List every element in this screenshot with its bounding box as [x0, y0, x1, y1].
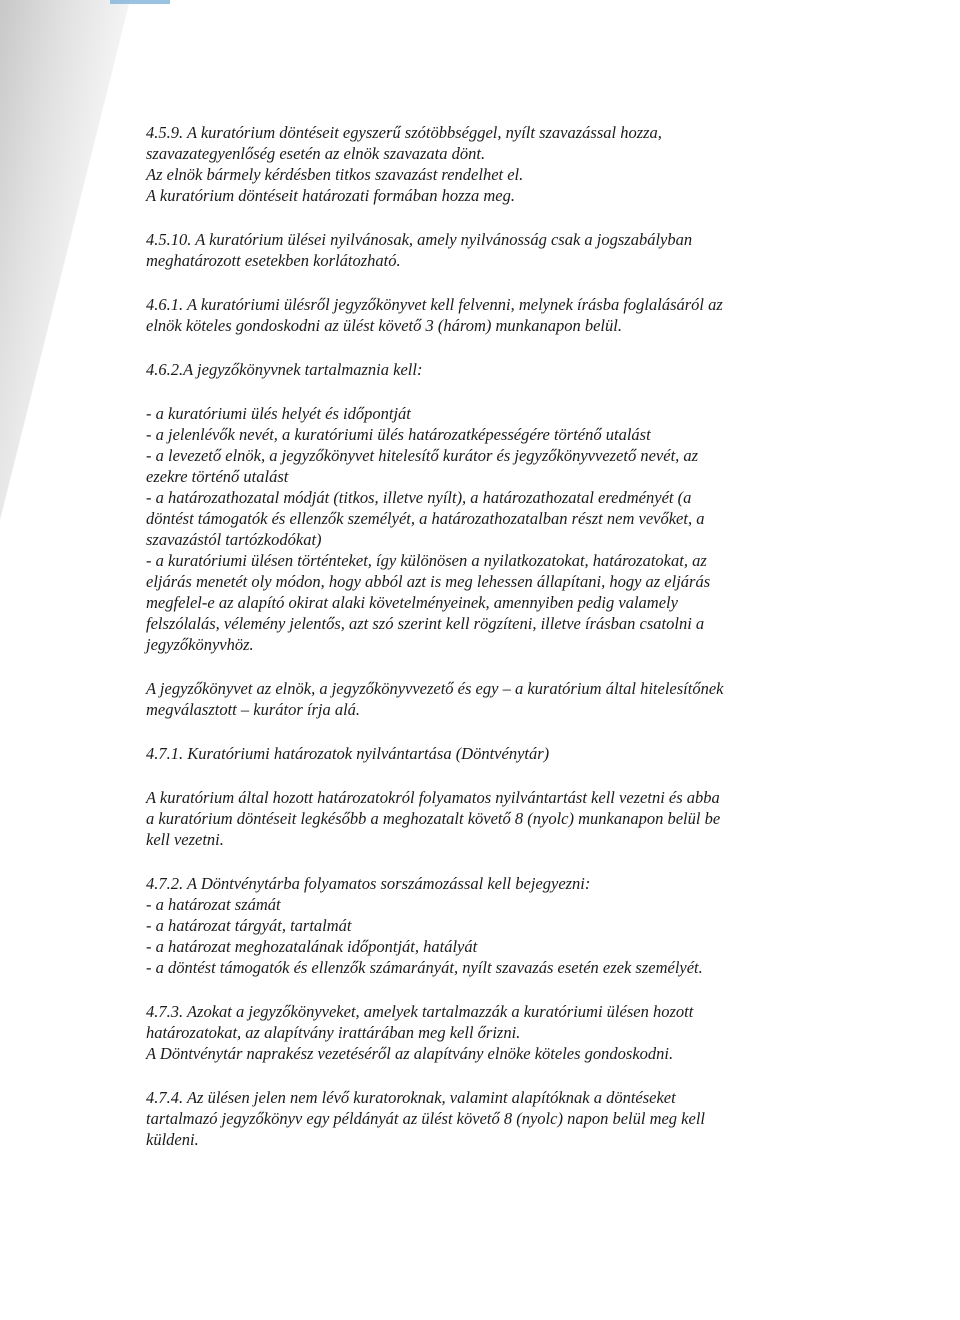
list-item: megfelel-e az alapító okirat alaki követelményeinek, amennyiben pedig valamely — [146, 593, 678, 612]
text-line: 4.7.3. Azokat a jegyzőkönyveket, amelyek tartalmazzák a kuratóriumi ülésen hozott — [146, 1002, 694, 1021]
list-item: - a határozat számát — [146, 895, 281, 914]
text-line: kell vezetni. — [146, 830, 224, 849]
list-item: - a jelenlévők nevét, a kuratóriumi ülés határozatképességére történő utalást — [146, 425, 651, 444]
text-line: A Döntvénytár naprakész vezetéséről az alapítvány elnöke köteles gondoskodni. — [146, 1044, 674, 1063]
list-item: jegyzőkönyvhöz. — [146, 635, 254, 654]
text-line: 4.6.1. A kuratóriumi ülésről jegyzőkönyvet kell felvenni, melynek írásba foglalásáról az — [146, 295, 723, 314]
text-line: 4.6.2.A jegyzőkönyvnek tartalmaznia kell: — [146, 360, 423, 379]
section-4-5-10 — [146, 229, 826, 271]
text-line: 4.7.1. Kuratóriumi határozatok nyilvántartása (Döntvénytár) — [146, 744, 550, 763]
list-item: - a döntést támogatók és ellenzők számarányát, nyílt szavazás esetén ezek személyét. — [146, 958, 703, 977]
text-line: megválasztott – kurátor írja alá. — [146, 700, 361, 719]
list-item: - a határozat tárgyát, tartalmát — [146, 916, 352, 935]
text-line: meghatározott esetekben korlátozható. — [146, 251, 401, 270]
text-line: A jegyzőkönyvet az elnök, a jegyzőkönyvvezető és egy – a kuratórium által hitelesítőnek — [146, 679, 724, 698]
list-item: döntést támogatók és ellenzők személyét, a határozathozatalban részt nem vevőket, a — [146, 509, 705, 528]
section-4-7-2 — [146, 873, 826, 978]
list-item: - a levezető elnök, a jegyzőkönyvet hitelesítő kurátor és jegyzőkönyvvezető nevét, az — [146, 446, 699, 465]
text-line: a kuratórium döntéseit legkésőbb a meghozatalt követő 8 (nyolc) munkanapon belül be — [146, 809, 721, 828]
list-item: szavazástól tartózkodókat) — [146, 530, 322, 549]
text-line: küldeni. — [146, 1130, 199, 1149]
scan-shadow — [0, 0, 130, 520]
scan-edge-mark — [110, 0, 170, 4]
signature-paragraph — [146, 678, 826, 720]
section-4-6-2-heading — [146, 359, 826, 380]
text-line: A kuratórium által hozott határozatokról folyamatos nyilvántartást kell vezetni és abba — [146, 788, 720, 807]
section-4-6-1 — [146, 294, 826, 336]
list-item: - a kuratóriumi ülés helyét és időpontját — [146, 404, 411, 423]
text-line: 4.7.4. Az ülésen jelen nem lévő kuratoroknak, valamint alapítóknak a döntéseket — [146, 1088, 676, 1107]
text-line: szavazategyenlőség esetén az elnök szavazata dönt. — [146, 144, 486, 163]
text-line: 4.5.9. A kuratórium döntéseit egyszerű szótöbbséggel, nyílt szavazással hozza, — [146, 123, 662, 142]
section-4-6-2-list — [146, 403, 826, 655]
list-item: - a kuratóriumi ülésen történteket, így különösen a nyilatkozatokat, határozatokat, az — [146, 551, 707, 570]
section-4-5-9 — [146, 122, 826, 206]
list-item: eljárás menetét oly módon, hogy abból azt is meg lehessen állapítani, hogy az eljárás — [146, 572, 711, 591]
section-4-7-1-body — [146, 787, 826, 850]
list-item: - a határozathozatal módját (titkos, illetve nyílt), a határozathozatal eredményét (a — [146, 488, 692, 507]
text-line: határozatokat, az alapítvány irattárában meg kell őrizni. — [146, 1023, 521, 1042]
document-page — [146, 122, 826, 1173]
list-item: - a határozat meghozatalának időpontját, hatályát — [146, 937, 478, 956]
section-4-7-4 — [146, 1087, 826, 1150]
section-4-7-3 — [146, 1001, 826, 1064]
text-line: 4.7.2. A Döntvénytárba folyamatos sorszámozással kell bejegyezni: — [146, 874, 591, 893]
list-item: ezekre történő utalást — [146, 467, 289, 486]
text-line: 4.5.10. A kuratórium ülései nyilvánosak, amely nyilvánosság csak a jogszabályban — [146, 230, 693, 249]
text-line: Az elnök bármely kérdésben titkos szavazást rendelhet el. — [146, 165, 524, 184]
text-line: tartalmazó jegyzőkönyv egy példányát az ülést követő 8 (nyolc) napon belül meg kell — [146, 1109, 706, 1128]
list-item: felszólalás, vélemény jelentős, azt szó szerint kell rögzíteni, illetve írásban csatolni a — [146, 614, 705, 633]
section-4-7-1-heading — [146, 743, 826, 764]
text-line: A kuratórium döntéseit határozati formában hozza meg. — [146, 186, 515, 205]
text-line: elnök köteles gondoskodni az ülést követő 3 (három) munkanapon belül. — [146, 316, 622, 335]
